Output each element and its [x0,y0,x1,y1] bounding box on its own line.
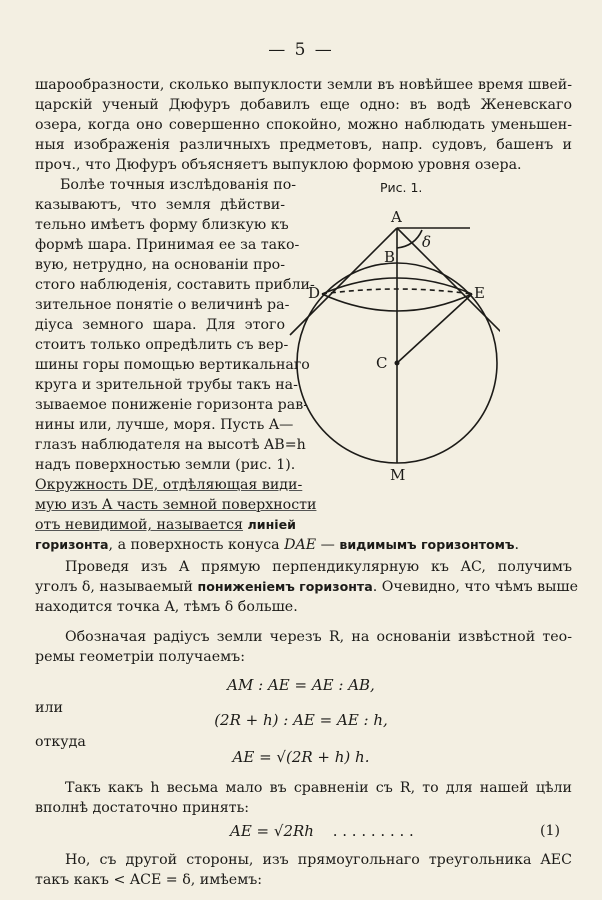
col-line: діуса земного шара. Для этого [35,317,285,333]
col-line: зительное понятіе о величинѣ ра- [35,297,290,313]
label-m: M [390,466,406,480]
col-line: шины горы помощью вертикальнаго [35,357,310,373]
text-fragment: — [316,537,340,553]
equation: AE = √(2R + h) h. [232,748,370,766]
word-whence: откуда [35,734,86,750]
term-dip: пониженіемъ горизонта [197,579,373,594]
text-line: Проведя изъ A прямую перпендикулярную къ AC, получимъ [65,559,572,575]
text-line: шарообразности, сколько выпуклости земли въ новѣйшее время швей- [35,77,572,93]
term-horizon: горизонта [35,537,109,552]
text-line: находится точка A, тѣмъ δ больше. [35,599,298,615]
text-fragment: . Очевидно, что чѣмъ выше [372,579,579,595]
text-line: вполнѣ достаточно принять: [35,800,250,816]
label-d: D [308,284,321,302]
text-line [35,536,572,554]
col-line: формѣ шара. Принимая ее за тако- [35,237,300,253]
leader-dots: . . . . . . . . . [332,822,414,840]
label-e: E [474,284,485,302]
col-line: зываемое пониженіе горизонта рав- [35,397,308,413]
text-fragment: уголъ δ, называемый [35,579,194,595]
figure-1-diagram [270,200,500,480]
text-line: Такъ какъ h весьма мало въ сравненіи съ R, то для нашей цѣли [65,780,572,796]
text-line: Но, съ другой стороны, изъ прямоугольнаго треугольника AEC [65,852,572,868]
equation: AM : AE = AE : AB, [227,676,375,694]
text-line: проч., что Дюфуръ объясняетъ выпуклою формою уровня озера. [35,157,522,173]
col-line: стоитъ только опредѣлить съ вер- [35,337,289,353]
text-line: ремы геометріи получаемъ: [35,649,245,665]
label-b: B [384,248,396,266]
text-line: такъ какъ < ACE = δ, имѣемъ: [35,872,263,888]
center-point [395,361,400,366]
text-fragment: , а поверхность конуса [108,537,285,553]
text-line: царскій ученый Дюфуръ добавилъ еще одно: въ водѣ Женевскаго [35,97,572,113]
col-line: Окружность DE, отдѣляющая види- [35,477,303,493]
col-line: глазъ наблюдателя на высотѣ AB=h [35,437,306,453]
equation: (2R + h) : AE = AE : h, [214,711,388,729]
col-line-text: отъ невидимой, называется [35,517,243,533]
word-or: или [35,700,63,716]
label-a: A [391,208,402,226]
col-line: круга и зрительной трубы такъ на- [35,377,298,393]
text-line: ныя изображенія различныхъ предметовъ, напр. судовъ, башенъ и [35,137,572,153]
text-line: озера, когда оно совершенно спокойно, можно наблюдать уменьшен- [35,117,572,133]
label-delta: δ [422,233,432,251]
text-line [35,578,579,596]
col-line: стого наблюденія, составить прибли- [35,277,315,293]
col-line: тельно имѣетъ форму близкую къ [35,217,289,233]
col-line: нины или, лучше, моря. Пусть A— [35,417,294,433]
figure-caption: Рис. 1. [380,180,423,195]
page-number: — 5 — [268,40,334,60]
tangent-line-right [397,228,500,335]
col-line-last [35,516,295,534]
col-line: надъ поверхностью земли (рис. 1). [35,457,296,473]
label-c: C [376,354,388,372]
radius-ce [397,294,472,363]
term-horizon-line: линіей [247,517,296,532]
text-fragment: . [514,537,519,553]
equation-number: (1) [540,823,561,839]
col-line: казываютъ, что земля дѣйстви- [35,197,285,213]
math-dae: DAE [284,537,317,553]
tangent-line-left [290,228,397,335]
text-line: Обозначая радіусъ земли черезъ R, на основаніи извѣстной тео- [65,629,572,645]
equation-1 [230,822,414,840]
equation: AE = √2Rh [230,822,314,840]
col-line: Болѣе точныя изслѣдованія по- [60,177,297,193]
term-visible-horizon: видимымъ горизонтомъ [339,537,515,552]
col-line: мую изъ A часть земной поверхности [35,497,317,513]
col-line: вую, нетрудно, на основаніи про- [35,257,285,273]
